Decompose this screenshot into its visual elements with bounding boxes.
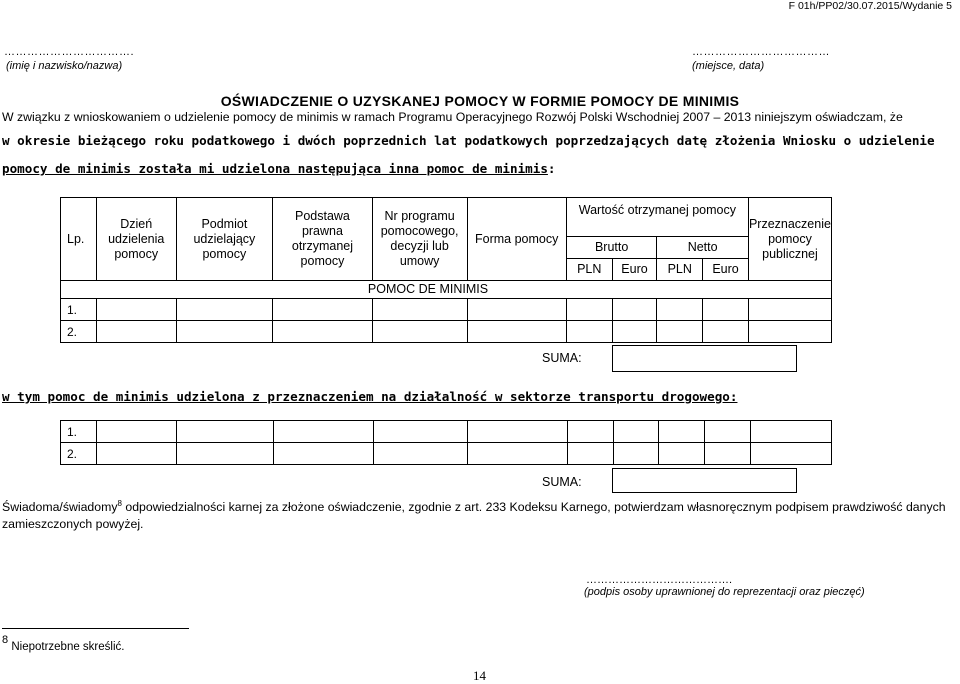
header-gross: Brutto: [566, 237, 657, 259]
table-row: [61, 443, 832, 465]
section-label-deminimis: POMOC DE MINIMIS: [367, 282, 489, 296]
intro-line-3-text: pomocy de minimis została mi udzielona następująca inna pomoc de minimis: [2, 161, 548, 176]
cell-aid-form[interactable]: [467, 299, 566, 321]
cell-purpose[interactable]: [748, 299, 831, 321]
footnote: $^8$ Niepotrzebne skreślić.: [2, 634, 125, 653]
header-grant-date: Dzień udzielenia pomocy: [96, 198, 176, 281]
place-date-caption: (miejsce, data): [692, 60, 765, 72]
declaration-paragraph: Świadoma/świadomy$^8$ odpowiedzialności karnej za złożone oświadczenie, zgodnie z art. 233 Kodeksu Karnego, potwierdzam własnoręcznym podpisem prawdziwość danych zamieszczonych powyżej.: [2, 499, 946, 532]
cell-net-eur[interactable]: [703, 321, 749, 343]
place-date-dots-line: ………………………………: [692, 46, 830, 58]
row-number: 1.: [61, 421, 97, 443]
name-caption: (imię i nazwisko/nazwa): [6, 60, 123, 72]
header-net-eur: Euro: [703, 259, 749, 281]
transport-heading: w tym pomoc de minimis udzielona z przeznaczeniem na działalność w sektorze transportu drogowego:: [2, 389, 738, 404]
cell-net-eur[interactable]: [703, 299, 749, 321]
header-lp: Lp.: [61, 198, 97, 281]
footnote-reference: 8: [117, 499, 122, 508]
deminimis-table: [60, 197, 832, 343]
transport-table: [60, 420, 832, 465]
cell-grant-date[interactable]: [96, 321, 176, 343]
signature-caption: (podpis osoby uprawnionej do reprezentacji oraz pieczęć): [584, 586, 865, 598]
page-number: 14: [473, 668, 486, 683]
header-net: Netto: [657, 237, 749, 259]
cell-program-number[interactable]: [372, 321, 467, 343]
name-dots-line: …………………………….: [4, 46, 135, 58]
table-row: [61, 321, 832, 343]
header-gross-pln: PLN: [566, 259, 612, 281]
header-gross-eur: Euro: [612, 259, 657, 281]
transport-sum-label: SUMA:: [542, 475, 582, 489]
cell-gross-eur[interactable]: [612, 321, 657, 343]
cell-legal-basis[interactable]: [273, 321, 373, 343]
signature-dots-line: ………………………………….: [586, 574, 733, 586]
intro-line-2: w okresie bieżącego roku podatkowego i dwóch poprzednich lat podatkowych poprzedzających datę złożenia Wniosku o udzielenie: [2, 133, 935, 148]
header-net-pln: PLN: [657, 259, 703, 281]
cell-purpose[interactable]: [748, 321, 831, 343]
cell-granting-entity[interactable]: [176, 299, 273, 321]
row-number: 2.: [61, 321, 97, 343]
form-identifier: F 01h/PP02/30.07.2015/Wydanie 5: [788, 0, 952, 12]
header-legal-basis: Podstawa prawna otrzymanej pomocy: [273, 198, 373, 281]
intro-line-3-colon: :: [547, 161, 556, 176]
table-row: [61, 421, 832, 443]
cell-granting-entity[interactable]: [176, 321, 273, 343]
header-granting-entity: Podmiot udzielający pomocy: [176, 198, 273, 281]
transport-sum-value-box[interactable]: [612, 468, 797, 493]
sum-label: SUMA:: [542, 351, 582, 365]
cell-gross-pln[interactable]: [566, 321, 612, 343]
header-aid-value: Wartość otrzymanej pomocy: [566, 198, 748, 237]
footnote-divider: [2, 628, 189, 629]
header-program-number: Nr programu pomocowego, decyzji lub umowy: [372, 198, 467, 281]
header-purpose: Przeznaczenie pomocy publicznej: [748, 198, 831, 281]
intro-line-1: W związku z wnioskowaniem o udzielenie pomocy de minimis w ramach Programu Operacyjnego Rozwój Polski Wschodniej 2007 – 2013 niniejszym oświadczam, że: [2, 110, 903, 124]
document-title: OŚWIADCZENIE O UZYSKANEJ POMOCY W FORMIE POMOCY DE MINIMIS: [220, 93, 740, 109]
cell-gross-eur[interactable]: [612, 299, 657, 321]
intro-line-3: [2, 161, 556, 176]
cell-net-pln[interactable]: [657, 321, 703, 343]
cell-net-pln[interactable]: [657, 299, 703, 321]
cell-grant-date[interactable]: [96, 299, 176, 321]
cell-gross-pln[interactable]: [566, 299, 612, 321]
table-row: [61, 299, 832, 321]
row-number: 2.: [61, 443, 97, 465]
cell-program-number[interactable]: [372, 299, 467, 321]
cell-legal-basis[interactable]: [273, 299, 373, 321]
header-aid-form: Forma pomocy: [467, 198, 566, 281]
sum-value-box[interactable]: [612, 345, 797, 372]
cell-aid-form[interactable]: [467, 321, 566, 343]
row-number: 1.: [61, 299, 97, 321]
